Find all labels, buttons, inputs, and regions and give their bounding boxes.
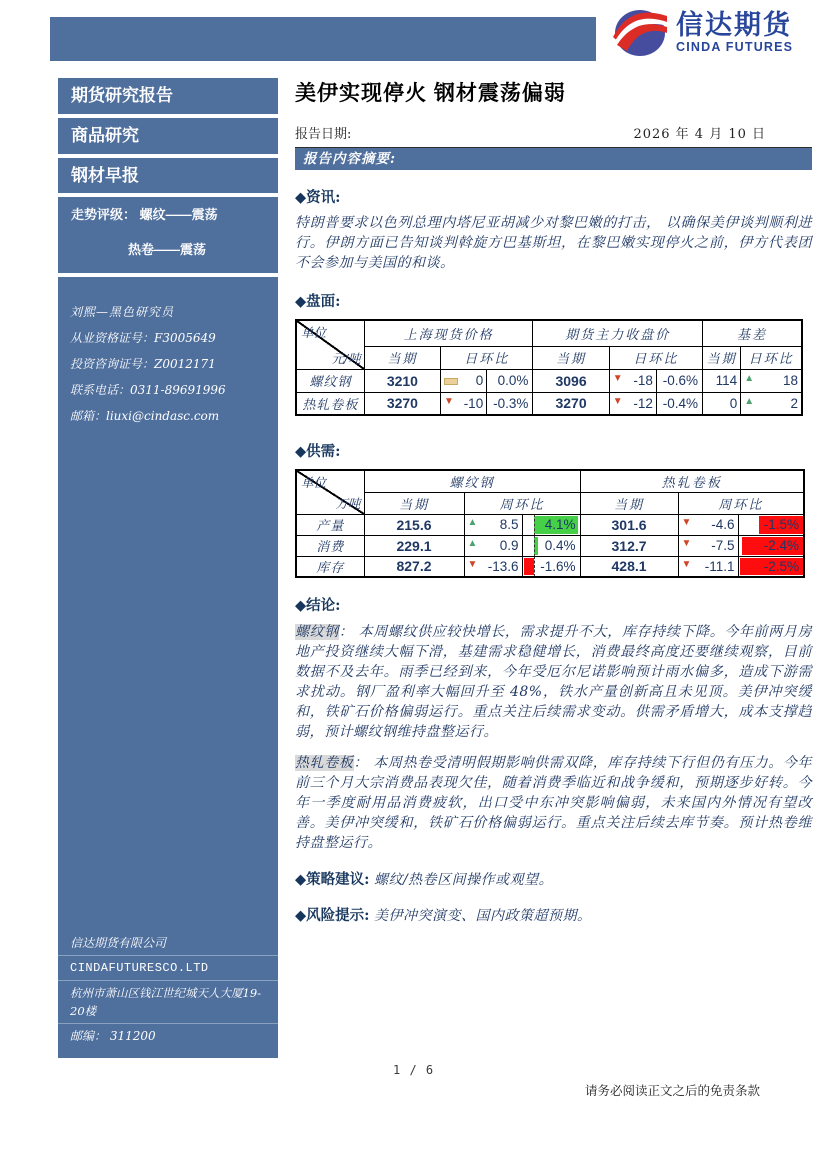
- value-cell: 827.2: [364, 556, 464, 577]
- col-group-basis: 基差: [703, 320, 802, 346]
- flat-change-icon: [444, 378, 458, 385]
- table-row-rebar: [296, 369, 802, 392]
- up-arrow-icon: ▲: [467, 538, 478, 549]
- page-number: 1 / 6: [393, 1063, 435, 1077]
- zero-axis: [534, 535, 535, 556]
- strategy-text: 螺纹/热卷区间操作或观望。: [373, 872, 554, 888]
- company-name: 信达期货有限公司: [70, 936, 167, 950]
- down-arrow-icon: ▼: [612, 395, 623, 407]
- supply-table: [295, 469, 805, 578]
- rebar-text: ： 本周螺纹供应较快增长，需求提升不大，库存持续下降。今年前两月房地产投资继续大幅下滑，基建需求稳健增长，消费最终高度还要继续观察，目前数据不及去年。雨季已经到来，今年受厄尔尼诺影响预计雨水偏多，造成下游需求扰动。钢厂盈利率大幅回升至 48%，铁水产量创新高且未见顶。美伊冲突缓和，铁矿石价格偏弱运行。重点关注后续需求变动。供需矛盾增大，成本支撑趋弱，预计螺纹钢维持盘整运行。: [295, 624, 812, 740]
- row-label: 热轧卷板: [296, 392, 364, 415]
- down-arrow-icon: ▼: [681, 538, 692, 549]
- corner-label-unit: 单位: [301, 475, 327, 490]
- unit-corner-cell: [296, 320, 364, 369]
- conclusion-rebar-paragraph: [295, 622, 812, 742]
- pct-cell: 0.4%: [522, 535, 580, 556]
- change-cell: ▼ -7.5: [678, 535, 738, 556]
- risk-heading: ◆风险提示:: [295, 907, 370, 924]
- company-name-en: CINDAFUTURESCO.LTD: [58, 955, 278, 980]
- down-arrow-icon: ▼: [467, 558, 478, 570]
- down-arrow-icon: ▼: [612, 373, 623, 384]
- market-table: [295, 319, 803, 416]
- report-date-row: [295, 123, 812, 142]
- top-banner: [50, 17, 596, 61]
- change-cell: 0: [441, 369, 487, 392]
- change-cell: ▼ -12: [609, 392, 656, 415]
- analyst-name: 刘熙—黑色研究员: [70, 305, 175, 319]
- col-header-current: 当期: [533, 346, 609, 369]
- logo-en: CINDA FUTURES: [676, 39, 794, 54]
- summary-bar: 报告内容摘要:: [295, 147, 812, 170]
- col-header-dod: 日环比: [741, 346, 802, 369]
- up-arrow-icon: ▲: [467, 517, 478, 528]
- sidebar-section-report-type: 期货研究报告: [58, 78, 278, 114]
- value-cell: 312.7: [580, 535, 678, 556]
- value-cell: 3270: [533, 392, 609, 415]
- analyst-phone: 联系电话：0311-89691996: [70, 383, 226, 397]
- report-title: 美伊实现停火 钢材震荡偏弱: [295, 82, 566, 105]
- news-paragraph: 特朗普要求以色列总理内塔尼亚胡减少对黎巴嫩的打击， 以确保美伊谈判顺利进行。伊朗方面已告知谈判斡旋方巴基斯坦，在黎巴嫩实现停火之前，伊方代表团不会参加与美国的和谈。: [295, 215, 812, 271]
- col-group-rebar: 螺纹钢: [364, 470, 580, 492]
- change-cell: ▼ -13.6: [464, 556, 522, 577]
- change-cell: ▼ -11.1: [678, 556, 738, 577]
- col-header-current: 当期: [364, 346, 440, 369]
- change-cell: ▲ 8.5: [464, 514, 522, 535]
- company-logo: [610, 6, 793, 58]
- risk-line: [295, 904, 812, 925]
- col-group-hrc: 热轧卷板: [580, 470, 804, 492]
- strategy-line: [295, 868, 812, 889]
- col-header-dod: 日环比: [609, 346, 702, 369]
- row-label: 库存: [296, 556, 364, 577]
- rating-hrc: 热卷——震荡: [128, 242, 207, 257]
- section-heading-market: ◆盘面:: [295, 293, 341, 310]
- down-arrow-icon: ▼: [444, 395, 454, 407]
- unit-corner-cell: [296, 470, 364, 514]
- rating-rebar: 走势评级： 螺纹——震荡: [71, 207, 218, 222]
- col-header-dod: 日环比: [441, 346, 533, 369]
- corner-label-wanton: 万吨: [335, 495, 361, 511]
- pct-cell: -1.6%: [522, 556, 580, 577]
- down-arrow-icon: ▼: [681, 558, 692, 570]
- value-cell: 428.1: [580, 556, 678, 577]
- negative-data-bar: [524, 558, 534, 576]
- table-row-inventory: [296, 556, 804, 577]
- value-cell: 301.6: [580, 514, 678, 535]
- zero-axis: [534, 514, 535, 535]
- change-cell: ▼ -10: [441, 392, 487, 415]
- section-heading-news: ◆资讯:: [295, 189, 341, 206]
- col-group-futures-close: 期货主力收盘价: [533, 320, 703, 346]
- row-label: 消费: [296, 535, 364, 556]
- pct-cell: 0.0%: [487, 369, 533, 392]
- company-block: [58, 931, 278, 1048]
- col-header-wow: 周环比: [678, 492, 804, 514]
- pct-cell: -0.4%: [656, 392, 702, 415]
- table-row-consumption: [296, 535, 804, 556]
- value-cell: 114: [703, 369, 741, 392]
- value-cell: 215.6: [364, 514, 464, 535]
- report-date: 2026 年 4 月 10 日: [633, 127, 766, 142]
- main-content: [295, 80, 812, 925]
- corner-label-unit: 单位: [301, 325, 327, 340]
- logo-swoosh-icon: [610, 6, 668, 58]
- value-cell: 0: [703, 392, 741, 415]
- row-label: 产量: [296, 514, 364, 535]
- value-cell: 3210: [364, 369, 440, 392]
- change-cell: ▼ -18: [609, 369, 656, 392]
- logo-cn: 信达期货: [676, 9, 792, 40]
- rebar-label: 螺纹钢: [295, 624, 339, 640]
- pct-cell: -0.6%: [656, 369, 702, 392]
- pct-cell: -1.5%: [738, 514, 804, 535]
- table-row-hrc: [296, 392, 802, 415]
- hrc-label: 热轧卷板: [295, 755, 354, 771]
- analyst-certificate: 从业资格证号：F3005649: [70, 331, 216, 345]
- disclaimer: 请务必阅读正文之后的免责条款: [584, 1084, 760, 1098]
- up-arrow-icon: ▲: [744, 395, 755, 407]
- sidebar-section-daily: 钢材早报: [58, 158, 278, 193]
- sidebar-rating: [58, 197, 278, 273]
- change-cell: ▲ 0.9: [464, 535, 522, 556]
- section-heading-supply: ◆供需:: [295, 443, 341, 460]
- change-cell: ▲ 18: [741, 369, 802, 392]
- sidebar-info-panel: [58, 277, 278, 1058]
- col-group-shanghai-spot: 上海现货价格: [364, 320, 533, 346]
- corner-label-yuan-per-ton: 元/吨: [331, 350, 361, 366]
- col-header-current: 当期: [580, 492, 678, 514]
- value-cell: 3096: [533, 369, 609, 392]
- down-arrow-icon: ▼: [681, 517, 692, 528]
- zero-axis: [534, 556, 535, 577]
- value-cell: 3270: [364, 392, 440, 415]
- value-cell: 229.1: [364, 535, 464, 556]
- logo-text: [676, 10, 793, 55]
- hrc-text: ： 本周热卷受清明假期影响供需双降，库存持续下行但仍有压力。今年前三个月大宗消费品表现欠佳，随着消费季临近和战争缓和，预期逐步好转。今年一季度耐用品消费疲软，出口受中东冲突影响偏弱，未来国内外情况有望改善。美伊冲突缓和，铁矿石价格偏弱运行。重点关注后续去库节奏。预计热卷维持盘整运行。: [295, 755, 813, 851]
- risk-text: 美伊冲突演变、国内政策超预期。: [373, 908, 592, 924]
- pct-cell: -0.3%: [487, 392, 533, 415]
- company-address: 杭州市萧山区钱江世纪城天人大厦19-20楼: [58, 980, 278, 1023]
- report-date-label: 报告日期:: [295, 127, 352, 142]
- pct-cell: -2.5%: [738, 556, 804, 577]
- section-heading-conclusion: ◆结论:: [295, 597, 341, 614]
- analyst-email: 邮箱：liuxi@cindasc.com: [70, 409, 220, 423]
- change-cell: ▲ 2: [741, 392, 802, 415]
- col-header-wow: 周环比: [464, 492, 580, 514]
- strategy-heading: ◆策略建议:: [295, 871, 370, 888]
- col-header-current: 当期: [364, 492, 464, 514]
- sidebar: [58, 78, 278, 1058]
- up-arrow-icon: ▲: [744, 373, 755, 384]
- pct-cell: -2.4%: [738, 535, 804, 556]
- pct-cell: 4.1%: [522, 514, 580, 535]
- analyst-advisory-no: 投资咨询证号：Z0012171: [70, 357, 216, 371]
- analyst-block: [58, 277, 278, 429]
- change-cell: ▼ -4.6: [678, 514, 738, 535]
- col-header-current: 当期: [703, 346, 741, 369]
- conclusion-hrc-paragraph: [295, 753, 812, 853]
- sidebar-section-commodity: 商品研究: [58, 118, 278, 154]
- table-row-output: [296, 514, 804, 535]
- company-zip: 邮编： 311200: [58, 1023, 278, 1048]
- row-label: 螺纹钢: [296, 369, 364, 392]
